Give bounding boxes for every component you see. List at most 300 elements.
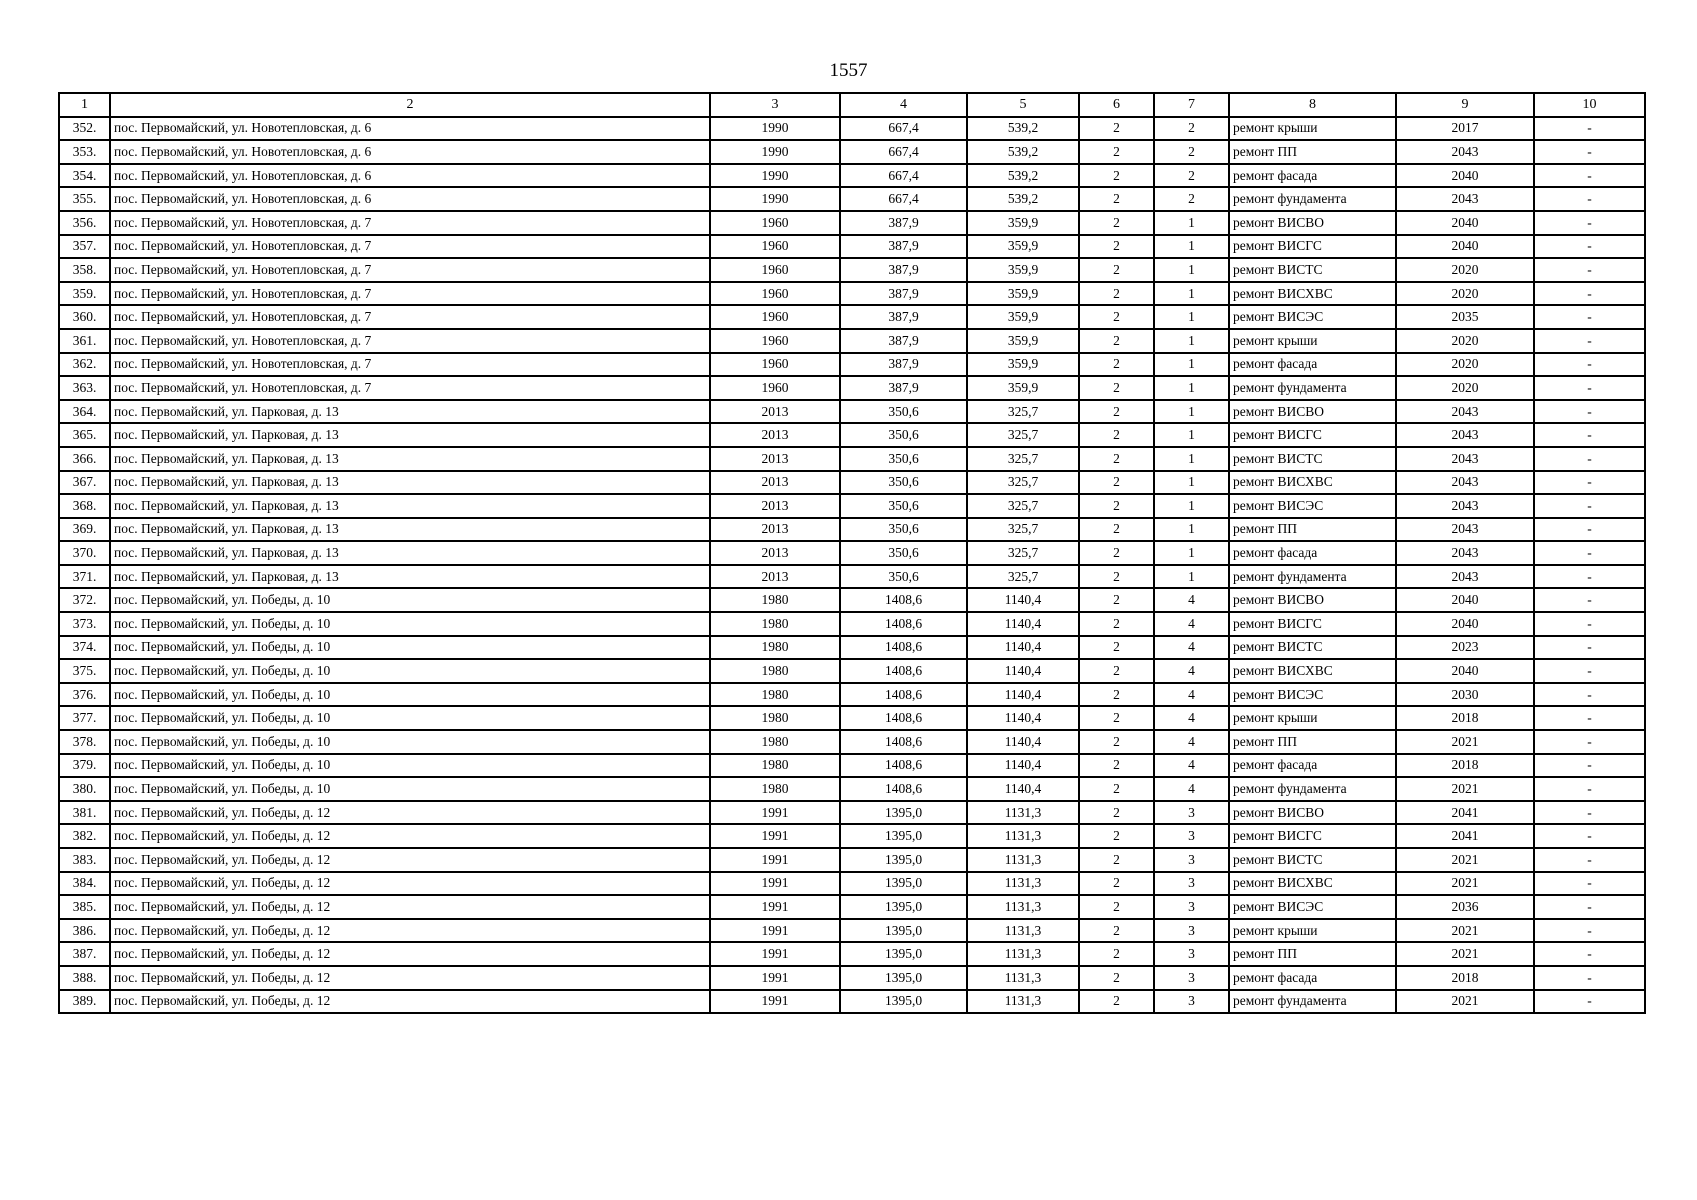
cell-entrances: 1 xyxy=(1154,518,1229,542)
cell-living-area: 359,9 xyxy=(967,235,1079,259)
cell-planned-year: 2043 xyxy=(1396,423,1534,447)
cell-address: пос. Первомайский, ул. Новотепловская, д. 6 xyxy=(110,117,710,141)
cell-entrances: 3 xyxy=(1154,990,1229,1014)
cell-work-type: ремонт фасада xyxy=(1229,353,1396,377)
cell-floors: 2 xyxy=(1079,187,1154,211)
cell-floors: 2 xyxy=(1079,565,1154,589)
cell-planned-year: 2041 xyxy=(1396,824,1534,848)
cell-row-number: 369. xyxy=(59,518,110,542)
cell-entrances: 3 xyxy=(1154,801,1229,825)
cell-note: - xyxy=(1534,612,1645,636)
cell-total-area: 1395,0 xyxy=(840,990,967,1014)
cell-total-area: 1395,0 xyxy=(840,919,967,943)
column-header-8: 8 xyxy=(1229,93,1396,117)
table-row xyxy=(59,376,1645,400)
cell-total-area: 1395,0 xyxy=(840,824,967,848)
cell-entrances: 1 xyxy=(1154,305,1229,329)
cell-note: - xyxy=(1534,919,1645,943)
cell-planned-year: 2030 xyxy=(1396,683,1534,707)
cell-address: пос. Первомайский, ул. Победы, д. 12 xyxy=(110,872,710,896)
table-row xyxy=(59,848,1645,872)
table-row xyxy=(59,305,1645,329)
cell-work-type: ремонт ПП xyxy=(1229,518,1396,542)
table-row xyxy=(59,895,1645,919)
cell-note: - xyxy=(1534,706,1645,730)
column-header-10: 10 xyxy=(1534,93,1645,117)
cell-floors: 2 xyxy=(1079,942,1154,966)
cell-living-area: 1131,3 xyxy=(967,872,1079,896)
cell-living-area: 325,7 xyxy=(967,494,1079,518)
cell-living-area: 325,7 xyxy=(967,565,1079,589)
cell-total-area: 1408,6 xyxy=(840,754,967,778)
cell-total-area: 350,6 xyxy=(840,423,967,447)
cell-planned-year: 2021 xyxy=(1396,872,1534,896)
cell-total-area: 387,9 xyxy=(840,376,967,400)
cell-address: пос. Первомайский, ул. Новотепловская, д. 7 xyxy=(110,211,710,235)
cell-row-number: 388. xyxy=(59,966,110,990)
cell-floors: 2 xyxy=(1079,117,1154,141)
cell-living-area: 1140,4 xyxy=(967,730,1079,754)
cell-year-built: 1991 xyxy=(710,990,840,1014)
cell-work-type: ремонт ВИСТС xyxy=(1229,258,1396,282)
cell-living-area: 325,7 xyxy=(967,423,1079,447)
cell-total-area: 1395,0 xyxy=(840,801,967,825)
table-row xyxy=(59,423,1645,447)
cell-year-built: 1991 xyxy=(710,801,840,825)
cell-work-type: ремонт ВИСЭС xyxy=(1229,494,1396,518)
cell-work-type: ремонт фундамента xyxy=(1229,565,1396,589)
cell-year-built: 1980 xyxy=(710,612,840,636)
cell-note: - xyxy=(1534,400,1645,424)
cell-year-built: 1980 xyxy=(710,636,840,660)
cell-floors: 2 xyxy=(1079,966,1154,990)
cell-total-area: 1408,6 xyxy=(840,588,967,612)
cell-floors: 2 xyxy=(1079,848,1154,872)
cell-planned-year: 2040 xyxy=(1396,588,1534,612)
table-row xyxy=(59,801,1645,825)
cell-work-type: ремонт ВИСГС xyxy=(1229,824,1396,848)
cell-note: - xyxy=(1534,447,1645,471)
cell-entrances: 3 xyxy=(1154,824,1229,848)
cell-planned-year: 2040 xyxy=(1396,612,1534,636)
cell-planned-year: 2021 xyxy=(1396,990,1534,1014)
column-header-6: 6 xyxy=(1079,93,1154,117)
cell-living-area: 1140,4 xyxy=(967,754,1079,778)
cell-address: пос. Первомайский, ул. Новотепловская, д. 7 xyxy=(110,305,710,329)
cell-work-type: ремонт ВИСХВС xyxy=(1229,471,1396,495)
cell-work-type: ремонт крыши xyxy=(1229,117,1396,141)
cell-address: пос. Первомайский, ул. Победы, д. 10 xyxy=(110,659,710,683)
table-row xyxy=(59,588,1645,612)
cell-living-area: 359,9 xyxy=(967,211,1079,235)
cell-address: пос. Первомайский, ул. Новотепловская, д. 7 xyxy=(110,282,710,306)
cell-work-type: ремонт ВИСЭС xyxy=(1229,895,1396,919)
cell-address: пос. Первомайский, ул. Парковая, д. 13 xyxy=(110,471,710,495)
cell-living-area: 1140,4 xyxy=(967,777,1079,801)
cell-address: пос. Первомайский, ул. Победы, д. 12 xyxy=(110,966,710,990)
cell-total-area: 387,9 xyxy=(840,329,967,353)
cell-row-number: 373. xyxy=(59,612,110,636)
cell-floors: 2 xyxy=(1079,235,1154,259)
cell-row-number: 386. xyxy=(59,919,110,943)
cell-planned-year: 2036 xyxy=(1396,895,1534,919)
cell-work-type: ремонт фасада xyxy=(1229,754,1396,778)
cell-entrances: 1 xyxy=(1154,353,1229,377)
cell-work-type: ремонт фасада xyxy=(1229,164,1396,188)
cell-row-number: 381. xyxy=(59,801,110,825)
cell-total-area: 1408,6 xyxy=(840,636,967,660)
cell-entrances: 2 xyxy=(1154,117,1229,141)
cell-year-built: 1991 xyxy=(710,895,840,919)
table-row xyxy=(59,235,1645,259)
cell-entrances: 4 xyxy=(1154,706,1229,730)
cell-planned-year: 2021 xyxy=(1396,919,1534,943)
cell-work-type: ремонт фундамента xyxy=(1229,376,1396,400)
cell-row-number: 374. xyxy=(59,636,110,660)
cell-year-built: 1980 xyxy=(710,730,840,754)
cell-address: пос. Первомайский, ул. Новотепловская, д. 7 xyxy=(110,235,710,259)
cell-note: - xyxy=(1534,895,1645,919)
cell-year-built: 1991 xyxy=(710,942,840,966)
cell-total-area: 387,9 xyxy=(840,258,967,282)
cell-work-type: ремонт фасада xyxy=(1229,966,1396,990)
table-row xyxy=(59,872,1645,896)
cell-total-area: 350,6 xyxy=(840,447,967,471)
cell-year-built: 2013 xyxy=(710,447,840,471)
cell-planned-year: 2043 xyxy=(1396,400,1534,424)
cell-row-number: 383. xyxy=(59,848,110,872)
cell-note: - xyxy=(1534,754,1645,778)
table-row xyxy=(59,329,1645,353)
cell-work-type: ремонт крыши xyxy=(1229,919,1396,943)
cell-living-area: 325,7 xyxy=(967,518,1079,542)
cell-planned-year: 2017 xyxy=(1396,117,1534,141)
cell-row-number: 356. xyxy=(59,211,110,235)
cell-note: - xyxy=(1534,376,1645,400)
cell-year-built: 1980 xyxy=(710,754,840,778)
cell-living-area: 1140,4 xyxy=(967,659,1079,683)
cell-address: пос. Первомайский, ул. Новотепловская, д. 7 xyxy=(110,376,710,400)
cell-note: - xyxy=(1534,730,1645,754)
cell-entrances: 3 xyxy=(1154,919,1229,943)
cell-note: - xyxy=(1534,872,1645,896)
cell-note: - xyxy=(1534,211,1645,235)
cell-living-area: 539,2 xyxy=(967,140,1079,164)
cell-entrances: 1 xyxy=(1154,423,1229,447)
cell-total-area: 1408,6 xyxy=(840,683,967,707)
cell-total-area: 1395,0 xyxy=(840,872,967,896)
cell-floors: 2 xyxy=(1079,423,1154,447)
cell-note: - xyxy=(1534,636,1645,660)
cell-note: - xyxy=(1534,282,1645,306)
cell-row-number: 366. xyxy=(59,447,110,471)
cell-living-area: 1140,4 xyxy=(967,683,1079,707)
cell-address: пос. Первомайский, ул. Новотепловская, д. 7 xyxy=(110,353,710,377)
cell-floors: 2 xyxy=(1079,400,1154,424)
cell-entrances: 2 xyxy=(1154,187,1229,211)
cell-work-type: ремонт ВИСВО xyxy=(1229,400,1396,424)
cell-planned-year: 2040 xyxy=(1396,211,1534,235)
cell-row-number: 354. xyxy=(59,164,110,188)
cell-address: пос. Первомайский, ул. Парковая, д. 13 xyxy=(110,423,710,447)
page-number: 1557 xyxy=(829,60,868,81)
cell-floors: 2 xyxy=(1079,305,1154,329)
cell-floors: 2 xyxy=(1079,471,1154,495)
cell-entrances: 1 xyxy=(1154,471,1229,495)
cell-note: - xyxy=(1534,659,1645,683)
cell-entrances: 3 xyxy=(1154,966,1229,990)
cell-total-area: 1395,0 xyxy=(840,848,967,872)
cell-planned-year: 2043 xyxy=(1396,187,1534,211)
cell-row-number: 367. xyxy=(59,471,110,495)
cell-note: - xyxy=(1534,824,1645,848)
cell-total-area: 667,4 xyxy=(840,140,967,164)
cell-address: пос. Первомайский, ул. Новотепловская, д. 7 xyxy=(110,258,710,282)
cell-address: пос. Первомайский, ул. Новотепловская, д. 7 xyxy=(110,329,710,353)
cell-row-number: 361. xyxy=(59,329,110,353)
table-row xyxy=(59,541,1645,565)
cell-total-area: 1408,6 xyxy=(840,706,967,730)
cell-entrances: 1 xyxy=(1154,565,1229,589)
cell-entrances: 4 xyxy=(1154,636,1229,660)
cell-work-type: ремонт ВИСТС xyxy=(1229,636,1396,660)
cell-entrances: 1 xyxy=(1154,447,1229,471)
cell-total-area: 387,9 xyxy=(840,211,967,235)
cell-entrances: 2 xyxy=(1154,140,1229,164)
cell-year-built: 1960 xyxy=(710,329,840,353)
cell-note: - xyxy=(1534,848,1645,872)
cell-floors: 2 xyxy=(1079,140,1154,164)
cell-work-type: ремонт ВИСГС xyxy=(1229,423,1396,447)
cell-living-area: 325,7 xyxy=(967,471,1079,495)
cell-row-number: 368. xyxy=(59,494,110,518)
cell-living-area: 539,2 xyxy=(967,187,1079,211)
cell-planned-year: 2043 xyxy=(1396,565,1534,589)
cell-living-area: 325,7 xyxy=(967,541,1079,565)
cell-floors: 2 xyxy=(1079,447,1154,471)
cell-floors: 2 xyxy=(1079,754,1154,778)
cell-planned-year: 2043 xyxy=(1396,140,1534,164)
table-row xyxy=(59,754,1645,778)
cell-note: - xyxy=(1534,471,1645,495)
cell-address: пос. Первомайский, ул. Победы, д. 10 xyxy=(110,612,710,636)
cell-year-built: 2013 xyxy=(710,400,840,424)
cell-living-area: 359,9 xyxy=(967,282,1079,306)
cell-row-number: 360. xyxy=(59,305,110,329)
cell-note: - xyxy=(1534,353,1645,377)
cell-entrances: 4 xyxy=(1154,777,1229,801)
cell-floors: 2 xyxy=(1079,801,1154,825)
cell-row-number: 387. xyxy=(59,942,110,966)
cell-planned-year: 2020 xyxy=(1396,353,1534,377)
cell-year-built: 1980 xyxy=(710,777,840,801)
cell-planned-year: 2043 xyxy=(1396,518,1534,542)
cell-address: пос. Первомайский, ул. Победы, д. 10 xyxy=(110,730,710,754)
cell-planned-year: 2035 xyxy=(1396,305,1534,329)
cell-row-number: 377. xyxy=(59,706,110,730)
table-row xyxy=(59,282,1645,306)
cell-floors: 2 xyxy=(1079,683,1154,707)
cell-note: - xyxy=(1534,329,1645,353)
cell-year-built: 1980 xyxy=(710,588,840,612)
cell-entrances: 4 xyxy=(1154,730,1229,754)
cell-work-type: ремонт ВИСХВС xyxy=(1229,282,1396,306)
cell-planned-year: 2020 xyxy=(1396,282,1534,306)
cell-total-area: 667,4 xyxy=(840,164,967,188)
cell-row-number: 379. xyxy=(59,754,110,778)
cell-living-area: 1131,3 xyxy=(967,801,1079,825)
cell-entrances: 1 xyxy=(1154,282,1229,306)
cell-planned-year: 2043 xyxy=(1396,447,1534,471)
cell-total-area: 1408,6 xyxy=(840,777,967,801)
cell-entrances: 2 xyxy=(1154,164,1229,188)
cell-entrances: 3 xyxy=(1154,848,1229,872)
cell-address: пос. Первомайский, ул. Победы, д. 12 xyxy=(110,848,710,872)
cell-floors: 2 xyxy=(1079,541,1154,565)
cell-floors: 2 xyxy=(1079,636,1154,660)
cell-floors: 2 xyxy=(1079,706,1154,730)
cell-address: пос. Первомайский, ул. Победы, д. 12 xyxy=(110,919,710,943)
cell-row-number: 359. xyxy=(59,282,110,306)
cell-floors: 2 xyxy=(1079,824,1154,848)
cell-planned-year: 2020 xyxy=(1396,376,1534,400)
cell-year-built: 2013 xyxy=(710,423,840,447)
cell-living-area: 1131,3 xyxy=(967,919,1079,943)
cell-note: - xyxy=(1534,494,1645,518)
cell-work-type: ремонт крыши xyxy=(1229,329,1396,353)
table-row xyxy=(59,211,1645,235)
cell-note: - xyxy=(1534,423,1645,447)
cell-total-area: 387,9 xyxy=(840,235,967,259)
cell-year-built: 1980 xyxy=(710,683,840,707)
table-row xyxy=(59,565,1645,589)
cell-total-area: 350,6 xyxy=(840,518,967,542)
cell-work-type: ремонт фасада xyxy=(1229,541,1396,565)
cell-work-type: ремонт ПП xyxy=(1229,140,1396,164)
cell-row-number: 358. xyxy=(59,258,110,282)
cell-year-built: 1980 xyxy=(710,706,840,730)
cell-note: - xyxy=(1534,801,1645,825)
cell-note: - xyxy=(1534,966,1645,990)
cell-planned-year: 2043 xyxy=(1396,471,1534,495)
cell-note: - xyxy=(1534,518,1645,542)
cell-floors: 2 xyxy=(1079,777,1154,801)
cell-total-area: 387,9 xyxy=(840,353,967,377)
cell-entrances: 4 xyxy=(1154,659,1229,683)
cell-entrances: 3 xyxy=(1154,942,1229,966)
cell-year-built: 2013 xyxy=(710,494,840,518)
cell-entrances: 1 xyxy=(1154,258,1229,282)
cell-entrances: 3 xyxy=(1154,872,1229,896)
cell-floors: 2 xyxy=(1079,164,1154,188)
cell-work-type: ремонт ВИСТС xyxy=(1229,447,1396,471)
cell-year-built: 1990 xyxy=(710,140,840,164)
registry-table xyxy=(58,92,1646,1014)
cell-year-built: 1991 xyxy=(710,872,840,896)
cell-planned-year: 2041 xyxy=(1396,801,1534,825)
cell-address: пос. Первомайский, ул. Парковая, д. 13 xyxy=(110,494,710,518)
cell-work-type: ремонт фундамента xyxy=(1229,777,1396,801)
cell-total-area: 1395,0 xyxy=(840,895,967,919)
cell-entrances: 4 xyxy=(1154,754,1229,778)
cell-work-type: ремонт ВИСЭС xyxy=(1229,683,1396,707)
cell-total-area: 350,6 xyxy=(840,494,967,518)
cell-living-area: 1131,3 xyxy=(967,895,1079,919)
column-header-2: 2 xyxy=(110,93,710,117)
column-header-7: 7 xyxy=(1154,93,1229,117)
cell-work-type: ремонт ПП xyxy=(1229,730,1396,754)
table-row xyxy=(59,164,1645,188)
cell-planned-year: 2040 xyxy=(1396,164,1534,188)
cell-year-built: 2013 xyxy=(710,565,840,589)
cell-living-area: 325,7 xyxy=(967,447,1079,471)
cell-row-number: 365. xyxy=(59,423,110,447)
cell-planned-year: 2018 xyxy=(1396,754,1534,778)
cell-living-area: 359,9 xyxy=(967,376,1079,400)
table-row xyxy=(59,353,1645,377)
cell-row-number: 362. xyxy=(59,353,110,377)
cell-entrances: 1 xyxy=(1154,235,1229,259)
cell-floors: 2 xyxy=(1079,659,1154,683)
cell-living-area: 1140,4 xyxy=(967,612,1079,636)
cell-living-area: 1140,4 xyxy=(967,636,1079,660)
table-row xyxy=(59,400,1645,424)
cell-note: - xyxy=(1534,588,1645,612)
cell-floors: 2 xyxy=(1079,612,1154,636)
cell-planned-year: 2023 xyxy=(1396,636,1534,660)
cell-note: - xyxy=(1534,683,1645,707)
cell-work-type: ремонт крыши xyxy=(1229,706,1396,730)
cell-address: пос. Первомайский, ул. Парковая, д. 13 xyxy=(110,447,710,471)
cell-note: - xyxy=(1534,117,1645,141)
cell-floors: 2 xyxy=(1079,282,1154,306)
cell-address: пос. Первомайский, ул. Парковая, д. 13 xyxy=(110,565,710,589)
cell-entrances: 4 xyxy=(1154,683,1229,707)
cell-work-type: ремонт ПП xyxy=(1229,942,1396,966)
cell-floors: 2 xyxy=(1079,518,1154,542)
cell-row-number: 371. xyxy=(59,565,110,589)
cell-year-built: 1960 xyxy=(710,305,840,329)
cell-year-built: 1991 xyxy=(710,824,840,848)
cell-total-area: 350,6 xyxy=(840,471,967,495)
cell-entrances: 3 xyxy=(1154,895,1229,919)
cell-total-area: 1408,6 xyxy=(840,730,967,754)
cell-living-area: 325,7 xyxy=(967,400,1079,424)
cell-planned-year: 2021 xyxy=(1396,730,1534,754)
cell-address: пос. Первомайский, ул. Победы, д. 12 xyxy=(110,942,710,966)
cell-planned-year: 2020 xyxy=(1396,258,1534,282)
cell-address: пос. Первомайский, ул. Парковая, д. 13 xyxy=(110,400,710,424)
cell-work-type: ремонт ВИСГС xyxy=(1229,235,1396,259)
cell-row-number: 352. xyxy=(59,117,110,141)
cell-floors: 2 xyxy=(1079,376,1154,400)
table-row xyxy=(59,824,1645,848)
cell-work-type: ремонт фундамента xyxy=(1229,990,1396,1014)
cell-year-built: 1990 xyxy=(710,187,840,211)
table-row xyxy=(59,730,1645,754)
cell-living-area: 359,9 xyxy=(967,353,1079,377)
column-header-5: 5 xyxy=(967,93,1079,117)
cell-work-type: ремонт ВИСВО xyxy=(1229,588,1396,612)
cell-floors: 2 xyxy=(1079,353,1154,377)
cell-total-area: 667,4 xyxy=(840,117,967,141)
cell-year-built: 1991 xyxy=(710,919,840,943)
table-row xyxy=(59,258,1645,282)
cell-year-built: 2013 xyxy=(710,518,840,542)
cell-floors: 2 xyxy=(1079,872,1154,896)
cell-living-area: 1131,3 xyxy=(967,942,1079,966)
cell-entrances: 1 xyxy=(1154,329,1229,353)
